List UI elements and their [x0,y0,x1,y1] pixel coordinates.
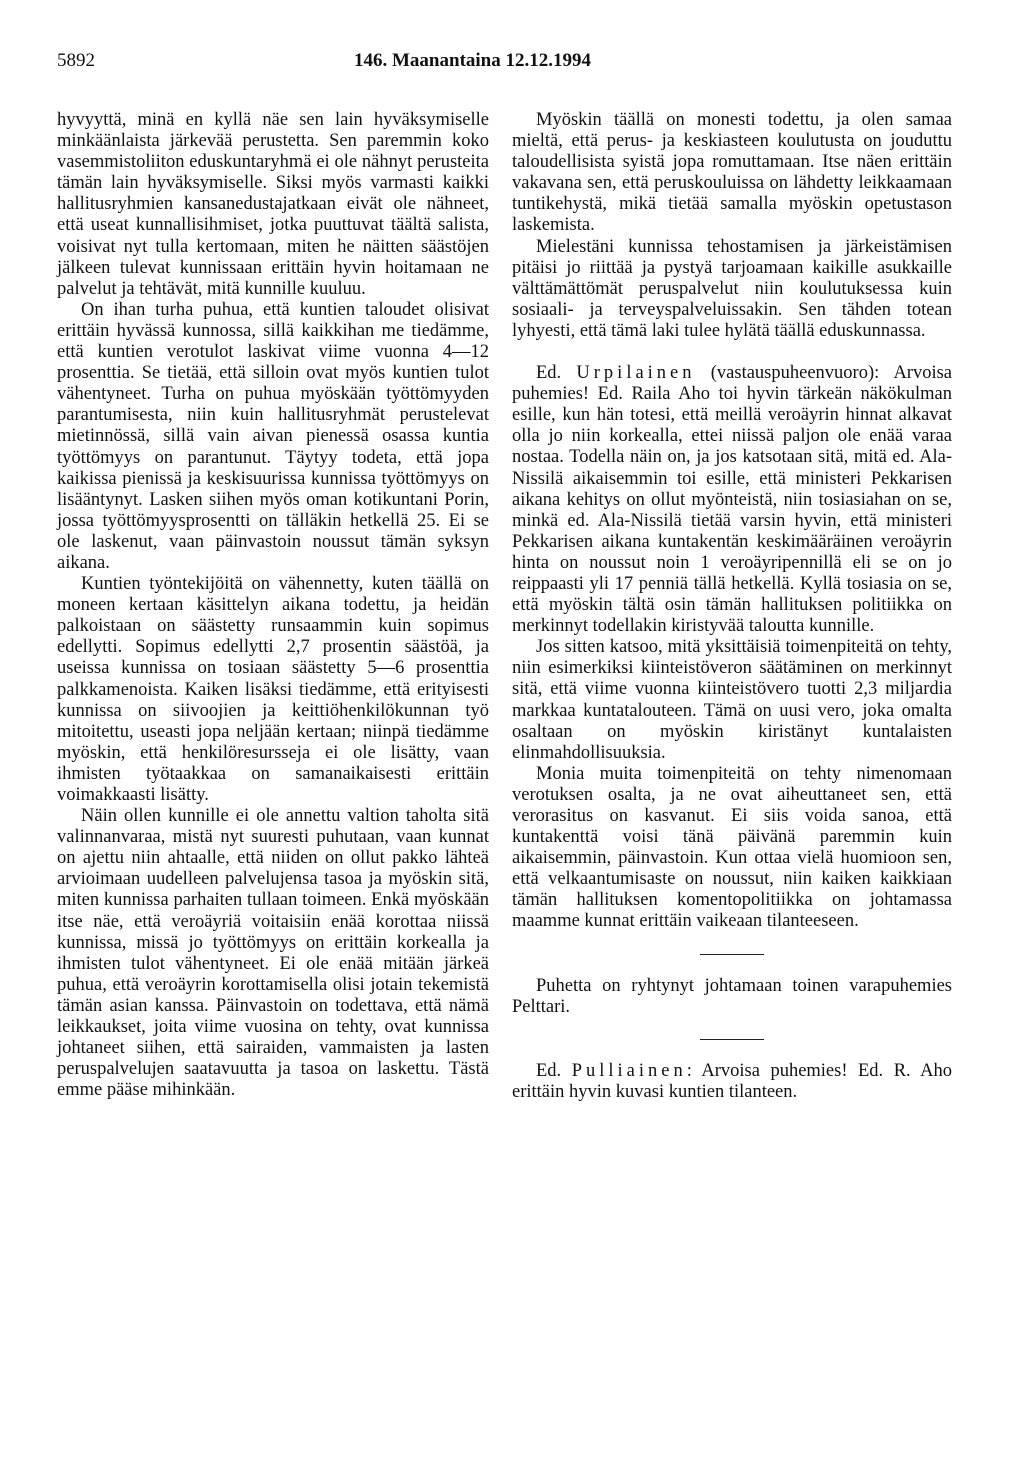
right-paragraph-5: Monia muita toimenpiteitä on tehty nimenomaan verotuksen osalta, ja ne ovat aiheuttaneet sen, että verorasitus on kasvanut. Ei siis voida sanoa, että kuntakenttä voisi tänä päivänä paremmin kuin aikaisemmin, päinvastoin. Kun ottaa vielä huomioon sen, että velkaantumisaste on noussut, niin kaiken kaikkiaan tämän hallituksen komentopolitiikka on johtamassa maamme kunnat erittäin vaikeaan tilanteeseen. [512,763,952,932]
speech-pulliainen [512,1061,952,1103]
right-paragraph-1: Myöskin täällä on monesti todettu, ja olen samaa mieltä, että perus- ja keskiasteen koulutusta on jouduttu taloudellisista syistä jopa romuttamaan. Itse näen erittäin vakavana sen, että peruskouluissa on lähdetty leikkaamaan tuntikehystä, mikä tietää samalla myöskin opetustason laskemista. [512,110,952,236]
section-divider-1 [700,954,764,955]
running-title: 146. Maanantaina 12.12.1994 [354,50,591,71]
speaker-prefix: Ed. [536,1060,562,1081]
right-column [512,110,952,1103]
left-paragraph-4: Näin ollen kunnille ei ole annettu valtion taholta sitä valinnanvaraa, mistä nyt suuresti puhutaan, vaan kunnat on ajettu niin ahtaalle, että niiden on ollut pakko lähteä arvioimaan uudelleen palvelujensa tasoa ja myöskin sitä, miten kunnissa parhaiten tullaan toimeen. Enkä myöskään itse näe, että veroäyriä voitaisiin enää korottaa niissä kunnissa, missä jo työttömyys on erittäin korkealla ja ihmisten tulot vähentyneet. Ei ole enää mitään järkeä puhua, että veroäyrin korottamisella olisi jotain tekemistä tämän asian kanssa. Päinvastoin on todettava, että nämä leikkaukset, joita viime vuosina on tehty, ovat kunnissa johtaneet siihen, että sairaiden, vammaisten ja lasten peruspalvelujen saatavuutta ja tasoa on laskettu. Tästä emme pääse mihinkään. [57,806,489,1101]
chair-note: Puhetta on ryhtynyt johtamaan toinen varapuhemies Pelttari. [512,975,952,1017]
right-paragraph-4: Jos sitten katsoo, mitä yksittäisiä toimenpiteitä on tehty, niin esimerkiksi kiinteistöveron säätäminen on merkinnyt sitä, että viime vuonna kiinteistövero tuotti 2,3 miljardia markkaa kuntatalouteen. Tämä on uusi vero, joka omalta osaltaan on myöskin kiristänyt kuntalaisten elinmahdollisuuksia. [512,637,952,763]
left-paragraph-3: Kuntien työntekijöitä on vähennetty, kuten täällä on moneen kertaan käsittelyn aikana todettu, ja heidän palkoistaan on säästetty runsaammin kuin sopimus edellytti. Sopimus edellytti 2,7 prosentin säästöä, ja useissa kunnissa on tosiaan säästetty 5—6 prosenttia palkkamenoista. Kaiken lisäksi tiedämme, että erityisesti kunnissa on siivoojien ja keittiöhenkilökunnan työ mitoitettu, useasti jopa neljään kertaan; niinpä tiedämme myöskin, että henkilöresursseja ei ole lisätty, vaan ihmisten työtaakkaa on samanaikaisesti erittäin voimakkaasti lisätty. [57,574,489,805]
section-divider-2 [700,1039,764,1040]
speech-text: (vastauspuheenvuoro): Arvoisa puhemies! Ed. Raila Aho toi hyvin tärkeän näkökulman esille, kun hän totesi, että meillä veroäyrin hinnat alkavat olla jo niin korkealla, ettei niissä paljon ole enää varaa nostaa. Todella näin on, ja jos katsotaan sitä, mitä ed. Ala-Nissilä aikaisemmin toi esille, että ministeri Pekkarisen aikana kehitys on ollut myönteistä, niin tosiasiahan on se, minkä ed. Ala-Nissilä tietää varsin hyvin, että ministeri Pekkarisen aikana kuntakentän keskimääräinen veroäyrin hinta on noussut noin 1 veroäyripennillä eli se on jo reippaasti yli 17 penniä tällä hetkellä. Kyllä tosiasia on se, että myöskin tältä osin tämän hallituksen politiikka on merkinnyt todellakin kiristyvää taloutta kunnille. [512,363,953,637]
speaker-name-urpilainen: Urpilainen [576,363,696,384]
left-paragraph-1: hyvyyttä, minä en kyllä näe sen lain hyväksymiselle minkäänlaista järkevää perustetta. Sen paremmin koko vasemmistoliiton eduskuntaryhmä ei ole nähnyt perusteita tämän lain hyväksymiselle. Siksi myös varmasti kaikki hallitusryhmien kansanedustajatkaan eivät ole nähneet, että useat kunnallisihmiset, jotka puuttuvat täältä salista, voisivat nyt tulla kertomaan, miten he näitten säästöjen jälkeen tulevat kunnissaan erittäin hyvin hoitamaan ne palvelut ja tehtävät, mitä kunnille kuuluu. [57,110,489,299]
left-paragraph-2: On ihan turha puhua, että kuntien taloudet olisivat erittäin hyvässä kunnossa, sillä kaikkihan me tiedämme, että kuntien verotulot laskivat viime vuonna 4—12 prosenttia. Se tietää, että silloin ovat myös kuntien tulot vähentyneet. Turha on puhua myöskään työttömyyden parantumisesta, niin kuin hallitusryhmät perustelevat mietinnössä, sillä vain aivan pienessä osassa kuntia työttömyys on parantunut. Täytyy todeta, että jopa kaikissa pienissä ja keskisuurissa kunnissa työttömyys on lisääntynyt. Lasken siihen myös oman kotikuntani Porin, jossa työttömyysprosentti on tälläkin hetkellä 25. Ei se ole laskenut, vaan päinvastoin noussut tämän syksyn aikana. [57,299,489,573]
left-column [57,110,489,1101]
speech-urpilainen [512,363,952,637]
speech-text: : Arvoisa puhemies! Ed. R. Aho erittäin hyvin kuvasi kuntien tilanteen. [512,1060,953,1102]
page-header [57,50,962,76]
page-number: 5892 [57,50,95,71]
right-paragraph-2: Mielestäni kunnissa tehostamisen ja järkeistämisen pitäisi jo riittää ja pystyä tarjoamaan kaikille asukkaille välttämättömät peruspalvelut niin koulutuksessa kuin sosiaali- ja terveyspalveluissakin. Sen tähden totean lyhyesti, että tämä laki tulee hylätä täällä eduskunnassa. [512,236,952,341]
speaker-prefix: Ed. [536,363,562,384]
speaker-name-pulliainen: Pulliainen [571,1060,687,1081]
